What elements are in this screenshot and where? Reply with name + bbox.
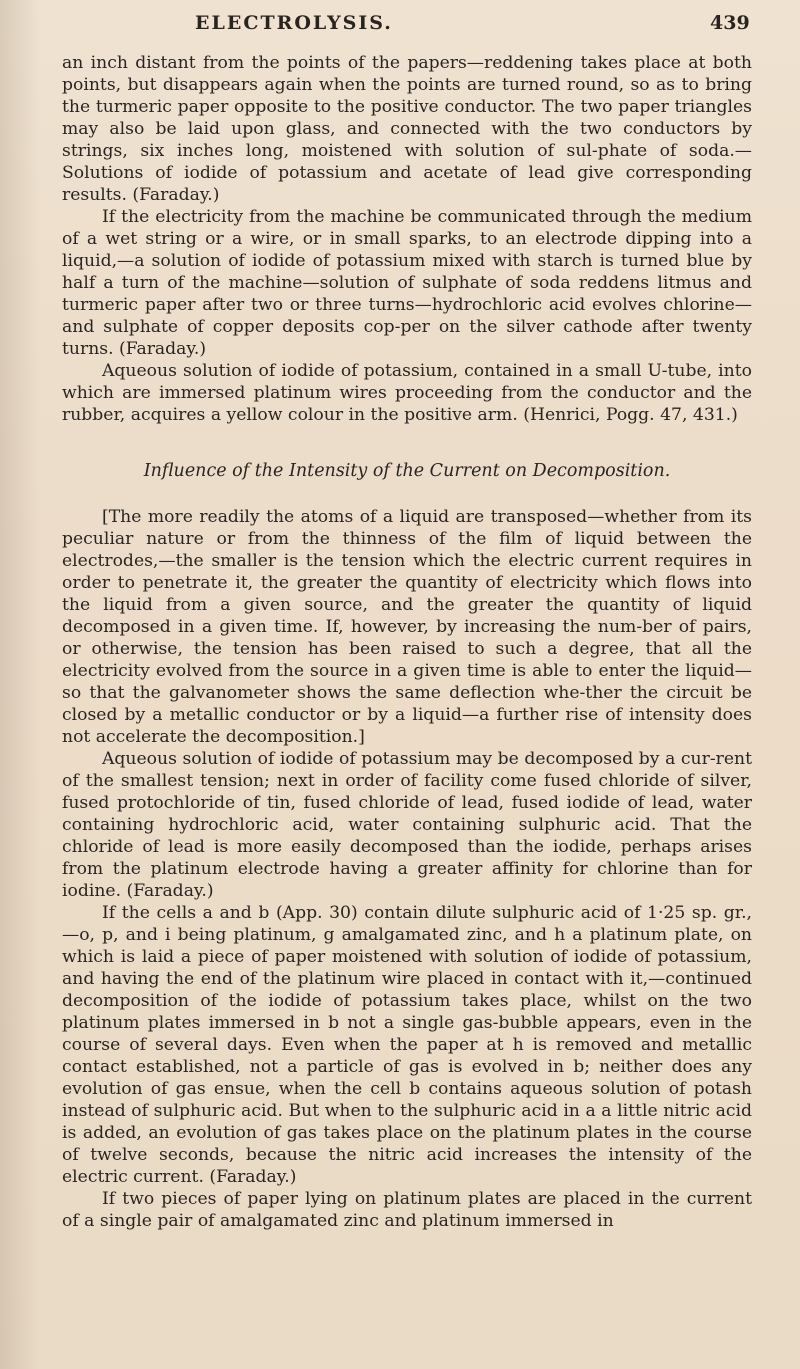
running-title: ELECTROLYSIS. <box>195 12 393 34</box>
paragraph: Aqueous solution of iodide of potassium may be decomposed by a cur-rent of the smallest tension; next in order of facility come fused chloride of silver, fused protochloride of tin, fused chloride of lead, fused iodide of lead, water containing hydrochloric acid, water containing sulphuric acid. That the chloride of lead is more easily decomposed than the iodide, perhaps arises from the platinum electrode having a greater affinity for chlorine than for iodine. (Faraday.) <box>62 749 752 901</box>
paragraph: Aqueous solution of iodide of potassium, contained in a small U-tube, into which are immersed platinum wires proceeding from the conductor and the rubber, acquires a yellow colour in the positive arm. (Henrici, Pogg. 47, 431.) <box>62 361 752 425</box>
paragraph: If the electricity from the machine be communicated through the medium of a wet string or a wire, or in small sparks, to an electrode dipping into a liquid,—a solution of iodide of potassium mixed with starch is turned blue by half a turn of the machine—solution of sulphate of soda reddens litmus and turmeric paper after two or three turns—hydrochloric acid evolves chlorine—and sulphate of copper deposits cop-per on the silver cathode after twenty turns. (Faraday.) <box>62 207 752 359</box>
paragraph: If two pieces of paper lying on platinum plates are placed in the current of a single pair of amalgamated zinc and platinum immersed in <box>62 1189 752 1231</box>
paragraph-continued: an inch distant from the points of the papers—reddening takes place at both points, but disappears again when the points are turned round, so as to bring the turmeric paper opposite to the positive conductor. The two paper triangles may also be laid upon glass, and connected with the two conductors by strings, six inches long, moistened with solution of sul-phate of soda.—Solutions of iodide of potassium and acetate of lead give corresponding results. (Faraday.) <box>62 53 752 205</box>
page-number: 439 <box>710 12 750 34</box>
page-gutter-shadow <box>0 0 40 1369</box>
paragraph: If the cells a and b (App. 30) contain dilute sulphuric acid of 1·25 sp. gr.,—o, p, and i being platinum, g amalgamated zinc, and h a platinum plate, on which is laid a piece of paper moistened with solution of iodide of potassium, and having the end of the platinum wire placed in contact with it,—continued decomposition of the iodide of potassium takes place, whilst on the two platinum plates immersed in b not a single gas-bubble appears, even in the course of several days. Even when the paper at h is removed and metallic contact established, not a particle of gas is evolved in b; neither does any evolution of gas ensue, when the cell b contains aqueous solution of potash instead of sulphuric acid. But when to the sulphuric acid in a a little nitric acid is added, an evolution of gas takes place on the platinum plates in the course of twelve seconds, because the nitric acid increases the intensity of the electric current. (Faraday.) <box>62 903 752 1187</box>
paragraph: [The more readily the atoms of a liquid are transposed—whether from its peculiar nature or from the thinness of the film of liquid between the electrodes,—the smaller is the tension which the electric current requires in order to penetrate it, the greater the quantity of electricity which flows into the liquid from a given source, and the greater the quantity of liquid decomposed in a given time. If, however, by increasing the num-ber of pairs, or otherwise, the tension has been raised to such a degree, that all the electricity evolved from the source in a given time is able to enter the liquid—so that the galvanometer shows the same deflection whe-ther the circuit be closed by a metallic conductor or by a liquid—a further rise of intensity does not accelerate the decomposition.] <box>62 507 752 747</box>
body-text <box>62 52 752 1232</box>
section-heading: Influence of the Intensity of the Current on Decomposition. <box>143 461 671 481</box>
page-header <box>0 12 800 42</box>
